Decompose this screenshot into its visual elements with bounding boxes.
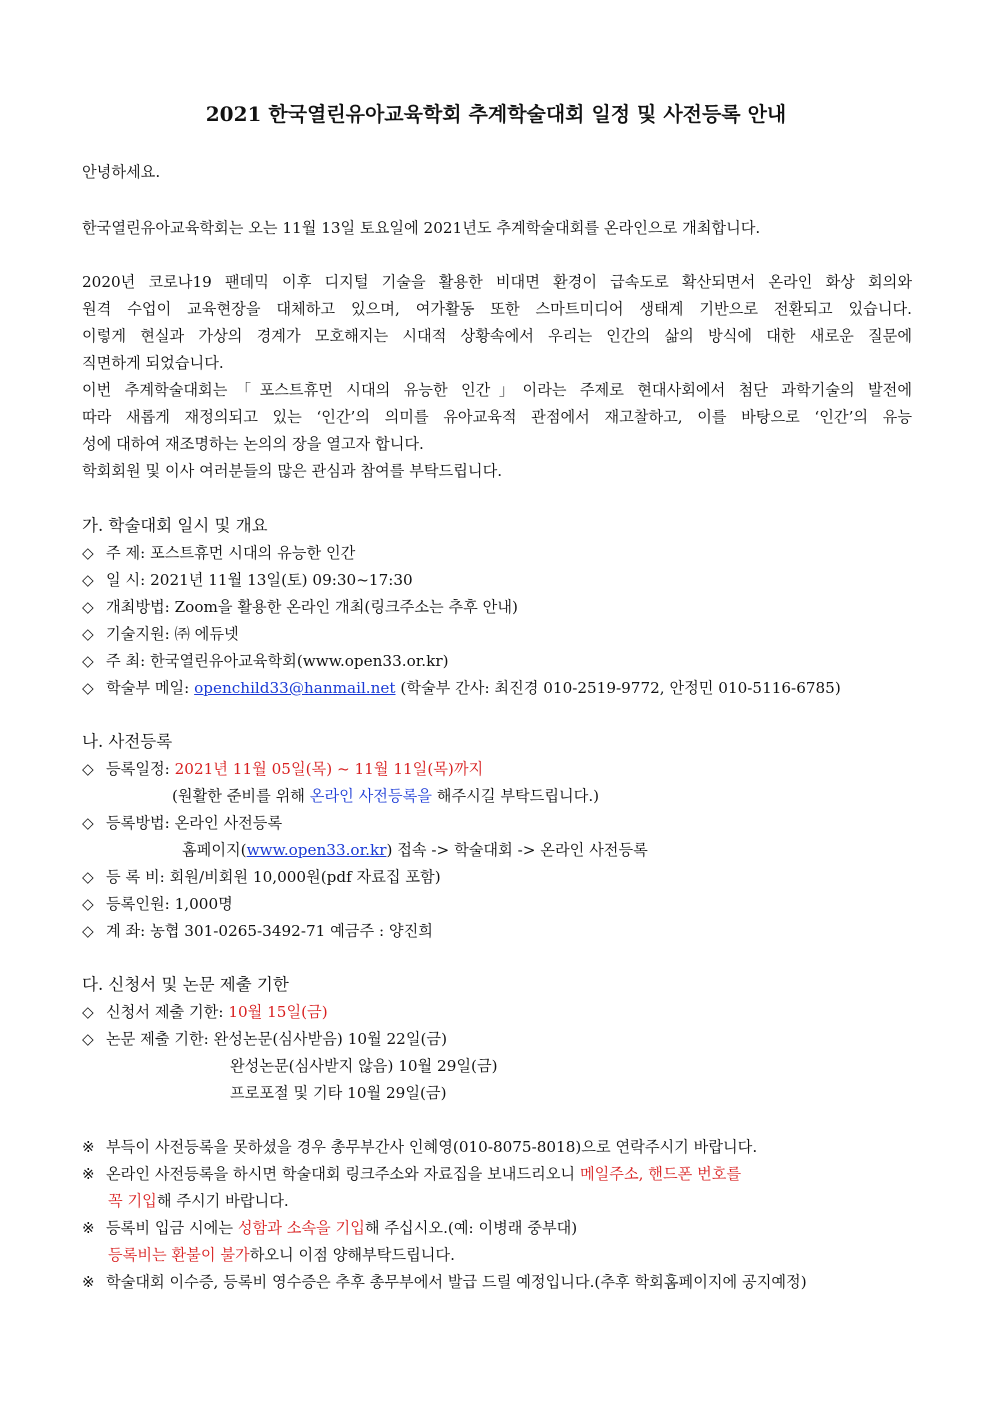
diamond-bullet-icon: ◇ bbox=[82, 679, 94, 697]
note-text: 학술대회 이수증, 등록비 영수증은 추후 총무부에서 발급 드릴 예정입니다.(추후 학회홈페이지에 공지예정) bbox=[106, 1273, 807, 1291]
mail-contact: (학술부 간사: 최진경 010-2519-9772, 안정민 010-5116-6785) bbox=[395, 679, 841, 697]
document-title: 2021 한국열린유아교육학회 추계학술대회 일정 및 사전등록 안내 bbox=[205, 102, 787, 126]
diamond-bullet-icon: ◇ bbox=[82, 652, 94, 670]
note-line bbox=[82, 1164, 912, 1184]
list-item bbox=[82, 543, 912, 563]
mail-link[interactable]: openchild33@hanmail.net bbox=[194, 679, 396, 697]
paragraph-line: 성에 대하여 재조명하는 논의의 장을 열고자 합니다. bbox=[82, 435, 424, 453]
list-item bbox=[82, 867, 912, 887]
paragraph-line: 이번 추계학술대회는「포스트휴먼 시대의 유능한 인간」이라는 주제로 현대사회에서 첨단 과학기술의 발전에 bbox=[82, 381, 912, 399]
paragraph-line: 직면하게 되었습니다. bbox=[82, 354, 224, 372]
reference-mark-icon: ※ bbox=[82, 1219, 95, 1237]
note-text: 해 주십시오.(예: 이병래 중부대) bbox=[364, 1219, 578, 1237]
item-text: 등록방법: 온라인 사전등록 bbox=[106, 814, 283, 832]
section-a-heading: 가. 학술대회 일시 및 개요 bbox=[82, 516, 268, 535]
paragraph-line: 이렇게 현실과 가상의 경계가 모호해지는 시대적 상황속에서 우리는 인간의 삶의 방식에 대한 새로운 질문에 bbox=[82, 327, 912, 345]
paragraph-line: 학회회원 및 이사 여러분들의 많은 관심과 참여를 부탁드립니다. bbox=[82, 462, 503, 480]
diamond-bullet-icon: ◇ bbox=[82, 1030, 94, 1048]
intro-line: 한국열린유아교육학회는 오는 11월 13일 토요일에 2021년도 추계학술대회를 온라인으로 개최합니다. bbox=[82, 219, 761, 237]
app-label: 신청서 제출 기한: bbox=[106, 1003, 229, 1021]
item-text: 일 시: 2021년 11월 13일(토) 09:30~17:30 bbox=[106, 571, 413, 589]
list-item bbox=[82, 894, 912, 914]
list-item bbox=[82, 624, 912, 644]
paragraph-line: 따라 새롭게 재정의되고 있는 ‘인간’의 의미를 유아교육적 관점에서 재고찰하고, 이를 바탕으로 ‘인간’의 유능 bbox=[82, 408, 912, 426]
diamond-bullet-icon: ◇ bbox=[82, 544, 94, 562]
note-text: (원활한 준비를 위해 bbox=[172, 787, 310, 805]
diamond-bullet-icon: ◇ bbox=[82, 1003, 94, 1021]
note-line bbox=[82, 1245, 938, 1265]
diamond-bullet-icon: ◇ bbox=[82, 814, 94, 832]
list-item bbox=[82, 651, 912, 671]
paragraph-line: 원격 수업이 교육현장을 대체하고 있으며, 여가활동 또한 스마트미디어 생태계 기반으로 전환되고 있습니다. bbox=[82, 300, 912, 318]
note-line bbox=[82, 1218, 912, 1238]
item-text: 계 좌: 농협 301-0265-3492-71 예금주 : 양진희 bbox=[106, 922, 433, 940]
item-text: 주 제: 포스트휴먼 시대의 유능한 인간 bbox=[106, 544, 356, 562]
paper-label: 논문 제출 기한: bbox=[106, 1030, 214, 1048]
note-text: 해 주시기 바랍니다. bbox=[156, 1192, 289, 1210]
hp-text: 홈페이지( bbox=[182, 841, 247, 859]
diamond-bullet-icon: ◇ bbox=[82, 868, 94, 886]
note-text: 하오니 이점 양해부탁드립니다. bbox=[249, 1246, 455, 1264]
list-item bbox=[82, 1029, 912, 1049]
schedule-label: 등록일정: bbox=[106, 760, 175, 778]
note-highlight: 온라인 사전등록을 bbox=[309, 787, 432, 805]
note-highlight: 성함과 소속을 기입 bbox=[237, 1219, 365, 1237]
note-line bbox=[82, 1191, 938, 1211]
note-line bbox=[82, 1272, 912, 1292]
note-text: 해주시길 부탁드립니다.) bbox=[431, 787, 600, 805]
list-item bbox=[82, 921, 912, 941]
note-highlight: 등록비는 환불이 불가 bbox=[108, 1246, 250, 1264]
note-text: 부득이 사전등록을 못하셨을 경우 총무부간사 인혜영(010-8075-8018)으로 연락주시기 바랍니다. bbox=[106, 1138, 758, 1156]
reference-mark-icon: ※ bbox=[82, 1273, 95, 1291]
app-deadline: 10월 15일(금) bbox=[228, 1003, 328, 1021]
diamond-bullet-icon: ◇ bbox=[82, 598, 94, 616]
list-item bbox=[82, 813, 912, 833]
item-text: 등 록 비: 회원/비회원 10,000원(pdf 자료집 포함) bbox=[106, 868, 441, 886]
paper-deadline: 완성논문(심사받지 않음) 10월 29일(금) bbox=[230, 1057, 498, 1075]
item-text: 등록인원: 1,000명 bbox=[106, 895, 233, 913]
reference-mark-icon: ※ bbox=[82, 1165, 95, 1183]
note-line bbox=[82, 1137, 912, 1157]
reference-mark-icon: ※ bbox=[82, 1138, 95, 1156]
paragraph-line: 2020년 코로나19 팬데믹 이후 디지털 기술을 활용한 비대면 환경이 급속도로 확산되면서 온라인 화상 회의와 bbox=[82, 273, 912, 291]
mail-label: 학술부 메일: bbox=[106, 679, 195, 697]
section-c-heading: 다. 신청서 및 논문 제출 기한 bbox=[82, 975, 289, 994]
schedule-note bbox=[82, 786, 992, 806]
note-highlight: 메일주소, 핸드폰 번호를 bbox=[579, 1165, 742, 1183]
note-text: 등록비 입금 시에는 bbox=[106, 1219, 238, 1237]
list-item bbox=[82, 759, 912, 779]
list-item bbox=[82, 678, 912, 698]
diamond-bullet-icon: ◇ bbox=[82, 625, 94, 643]
item-text: 기술지원: ㈜ 에듀넷 bbox=[106, 625, 239, 643]
greeting: 안녕하세요. bbox=[82, 163, 161, 181]
paper-deadline: 완성논문(심사받음) 10월 22일(금) bbox=[213, 1030, 448, 1048]
item-text: 개최방법: Zoom을 활용한 온라인 개최(링크주소는 추후 안내) bbox=[106, 598, 518, 616]
note-highlight: 꼭 기입 bbox=[108, 1192, 157, 1210]
item-text: 주 최: 한국열린유아교육학회(www.open33.or.kr) bbox=[106, 652, 449, 670]
schedule-value: 2021년 11월 05일(목) ~ 11월 11일(목)까지 bbox=[174, 760, 484, 778]
homepage-line bbox=[82, 840, 992, 860]
paper-deadline: 프로포절 및 기타 10월 29일(금) bbox=[230, 1084, 447, 1102]
diamond-bullet-icon: ◇ bbox=[82, 760, 94, 778]
list-item bbox=[82, 597, 912, 617]
section-b-heading: 나. 사전등록 bbox=[82, 732, 173, 751]
diamond-bullet-icon: ◇ bbox=[82, 922, 94, 940]
note-text: 온라인 사전등록을 하시면 학술대회 링크주소와 자료집을 보내드리오니 bbox=[106, 1165, 580, 1183]
diamond-bullet-icon: ◇ bbox=[82, 571, 94, 589]
diamond-bullet-icon: ◇ bbox=[82, 895, 94, 913]
homepage-link[interactable]: www.open33.or.kr bbox=[246, 841, 387, 859]
list-item bbox=[82, 1002, 912, 1022]
hp-text: ) 접속 -> 학술대회 -> 온라인 사전등록 bbox=[386, 841, 648, 859]
list-item bbox=[82, 570, 912, 590]
